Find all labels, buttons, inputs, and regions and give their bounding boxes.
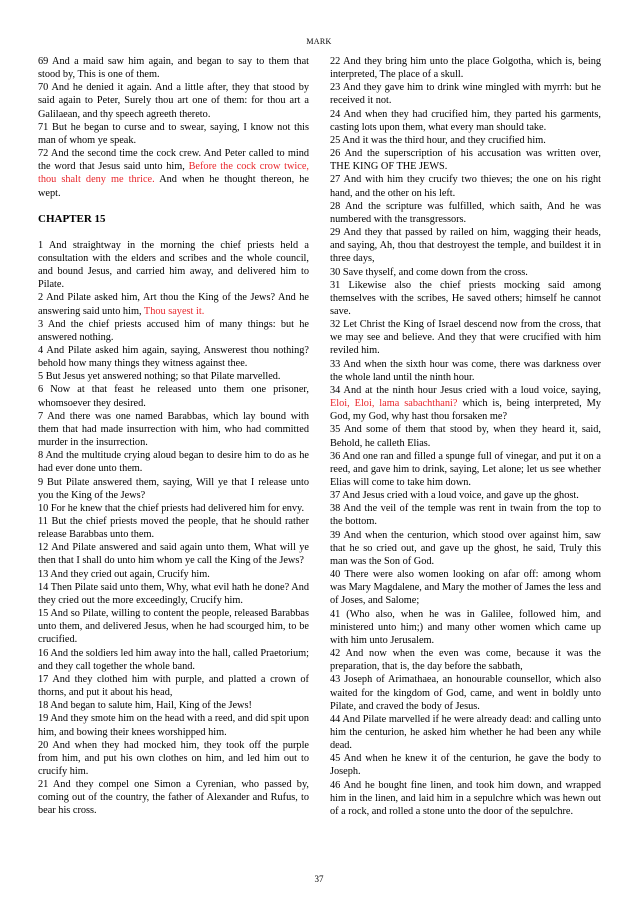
verse: 18 And began to salute him, Hail, King of the Jews! [38,700,252,712]
verse: 26 And the superscription of his accusation was written over, THE KING OF THE JEWS. [330,148,601,173]
verse: 24 And when they had crucified him, they parted his garments, casting lots upon them, what every man should take. [330,108,601,133]
verse: 29 And they that passed by railed on him, wagging their heads, and saying, Ah, thou that destroyest the temple, and buildest it in three days, [330,227,601,265]
verse [38,291,309,317]
right-column [330,55,601,818]
verse: 43 Joseph of Arimathaea, an honourable counsellor, which also waited for the kingdom of God, came, and went in boldly unto Pilate, and craved the body of Jesus. [330,674,601,712]
words-of-christ: Thou sayest it. [143,305,205,317]
verse: 12 And Pilate answered and said again unto them, What will ye then that I shall do unto him whom ye call the King of the Jews? [38,542,309,567]
verse: 35 And some of them that stood by, when they heard it, said, Behold, he calleth Elias. [330,424,601,449]
verse-text: And when he thought thereon, he wept. [38,174,309,199]
verse: 38 And the veil of the temple was rent in twain from the top to the bottom. [330,503,601,528]
verse: 28 And the scripture was fulfilled, which saith, And he was numbered with the transgressors. [330,200,601,225]
words-of-christ: Eloi, Eloi, lama sabachthani? [330,398,458,410]
verse: 7 And there was one named Barabbas, which lay bound with them that had made insurrection with him, who had committed murder in the insurrection. [38,410,309,449]
verse: 27 And with him they crucify two thieves; the one on his right hand, and the other on his left. [330,174,601,199]
verse-text: which is, being interpreted, My God, my God, why hast thou forsaken me? [330,398,601,423]
verse: 32 Let Christ the King of Israel descend now from the cross, that we may see and believe. And they that were crucified with him reviled him. [330,319,601,357]
words-of-christ: Before the cock crow twice, thou shalt deny me thrice. [38,161,309,186]
verse: 5 But Jesus yet answered nothing; so that Pilate marvelled. [38,371,281,383]
verse-text: 2 And Pilate asked him, Art thou the King of the Jews? And he answering said unto him, [38,292,309,317]
verse: 36 And one ran and filled a spunge full of vinegar, and put it on a reed, and gave him to drink, saying, Let alone; let us see whether Elias will come to take him down. [330,450,601,488]
verse: 44 And Pilate marvelled if he were already dead: and calling unto him the centurion, he asked him whether he had been any while dead. [330,713,601,752]
verse: 10 For he knew that the chief priests had delivered him for envy. [38,502,305,514]
verse: 11 But the chief priests moved the people, that he should rather release Barabbas unto them. [38,516,309,541]
verse: 20 And when they had mocked him, they took off the purple from him, and put his own clothes on him, and led him out to crucify him. [38,739,309,777]
verse: 16 And the soldiers led him away into the hall, called Praetorium; and they call together the whole band. [38,647,309,672]
verse: 37 And Jesus cried with a loud voice, and gave up the ghost. [330,490,579,502]
verse: 33 And when the sixth hour was come, there was darkness over the whole land until the ninth hour. [330,358,601,383]
verse: 69 And a maid saw him again, and began to say to them that stood by, This is one of them. [38,56,309,81]
verse: 45 And when he knew it of the centurion, he gave the body to Joseph. [330,753,601,778]
verse: 13 And they cried out again, Crucify him. [38,568,210,580]
verse-text: 34 And at the ninth hour Jesus cried with a loud voice, saying, [330,384,601,396]
verse: 23 And they gave him to drink wine mingled with myrrh: but he received it not. [330,82,601,107]
verse: 41 (Who also, when he was in Galilee, followed him, and ministered unto him;) and many other women which came up with him unto Jerusalem. [330,608,601,646]
verse: 46 And he bought fine linen, and took him down, and wrapped him in the linen, and laid him in a sepulchre which was hewn out of a rock, and rolled a stone unto the door of the sepulchre. [330,779,601,817]
page-number: 37 [314,874,324,884]
verse: 19 And they smote him on the head with a reed, and did spit upon him, and bowing their knees worshipped him. [38,713,309,738]
verse: 30 Save thyself, and come down from the cross. [330,266,528,278]
verse: 8 And the multitude crying aloud began to desire him to do as he had ever done unto them. [38,450,309,475]
verse: 17 And they clothed him with purple, and platted a crown of thorns, and put it about his head, [38,673,309,699]
verse-text: 72 And the second time the cock crew. And Peter called to mind the word that Jesus said unto him, [38,148,309,173]
running-head: MARK [306,37,332,46]
verse [330,384,601,423]
verse: 70 And he denied it again. And a little after, they that stood by said again to Peter, Surely thou art one of them: for thou art a Galilaean, and thy speech agreeth thereto. [38,82,309,120]
verse: 22 And they bring him unto the place Golgotha, which is, being interpreted, The place of a skull. [330,56,601,81]
verse: 71 But he began to curse and to swear, saying, I know not this man of whom ye speak. [38,121,309,146]
chapter-15-verses [38,239,309,818]
verse [38,147,309,200]
verse: 3 And the chief priests accused him of many things: but he answered nothing. [38,318,309,343]
verse: 9 But Pilate answered them, saying, Will ye that I release unto you the King of the Jews? [38,476,309,501]
verse: 31 Likewise also the chief priests mocking said among themselves with the scribes, He saved others; himself he cannot save. [330,279,601,317]
verse: 4 And Pilate asked him again, saying, Answerest thou nothing? behold how many things they witness against thee. [38,344,309,370]
chapter-14-verses [38,55,309,200]
left-column [38,55,309,818]
verse: 42 And now when the even was come, because it was the preparation, that is, the day before the sabbath, [330,648,601,673]
verse: 14 Then Pilate said unto them, Why, what evil hath he done? And they cried out the more exceedingly, Crucify him. [38,581,309,606]
verse: 21 And they compel one Simon a Cyrenian, who passed by, coming out of the country, the father of Alexander and Rufus, to bear his cross. [38,779,309,817]
verse: 39 And when the centurion, which stood over against him, saw that he so cried out, and gave up the ghost, he said, Truly this man was the Son of God. [330,529,601,567]
chapter-heading: CHAPTER 15 [38,212,106,225]
verse: 25 And it was the third hour, and they crucified him. [330,134,546,146]
verse: 6 Now at that feast he released unto them one prisoner, whomsoever they desired. [38,384,309,409]
verse: 15 And so Pilate, willing to content the people, released Barabbas unto them, and delivered Jesus, when he had scourged him, to be crucified. [38,608,309,646]
verse: 40 There were also women looking on afar off: among whom was Mary Magdalene, and Mary the mother of James the less and of Joses, and Salome; [330,569,601,607]
verse: 1 And straightway in the morning the chief priests held a consultation with the elders and scribes and the whole council, and bound Jesus, and carried him away, and delivered him to Pilate. [38,239,309,291]
